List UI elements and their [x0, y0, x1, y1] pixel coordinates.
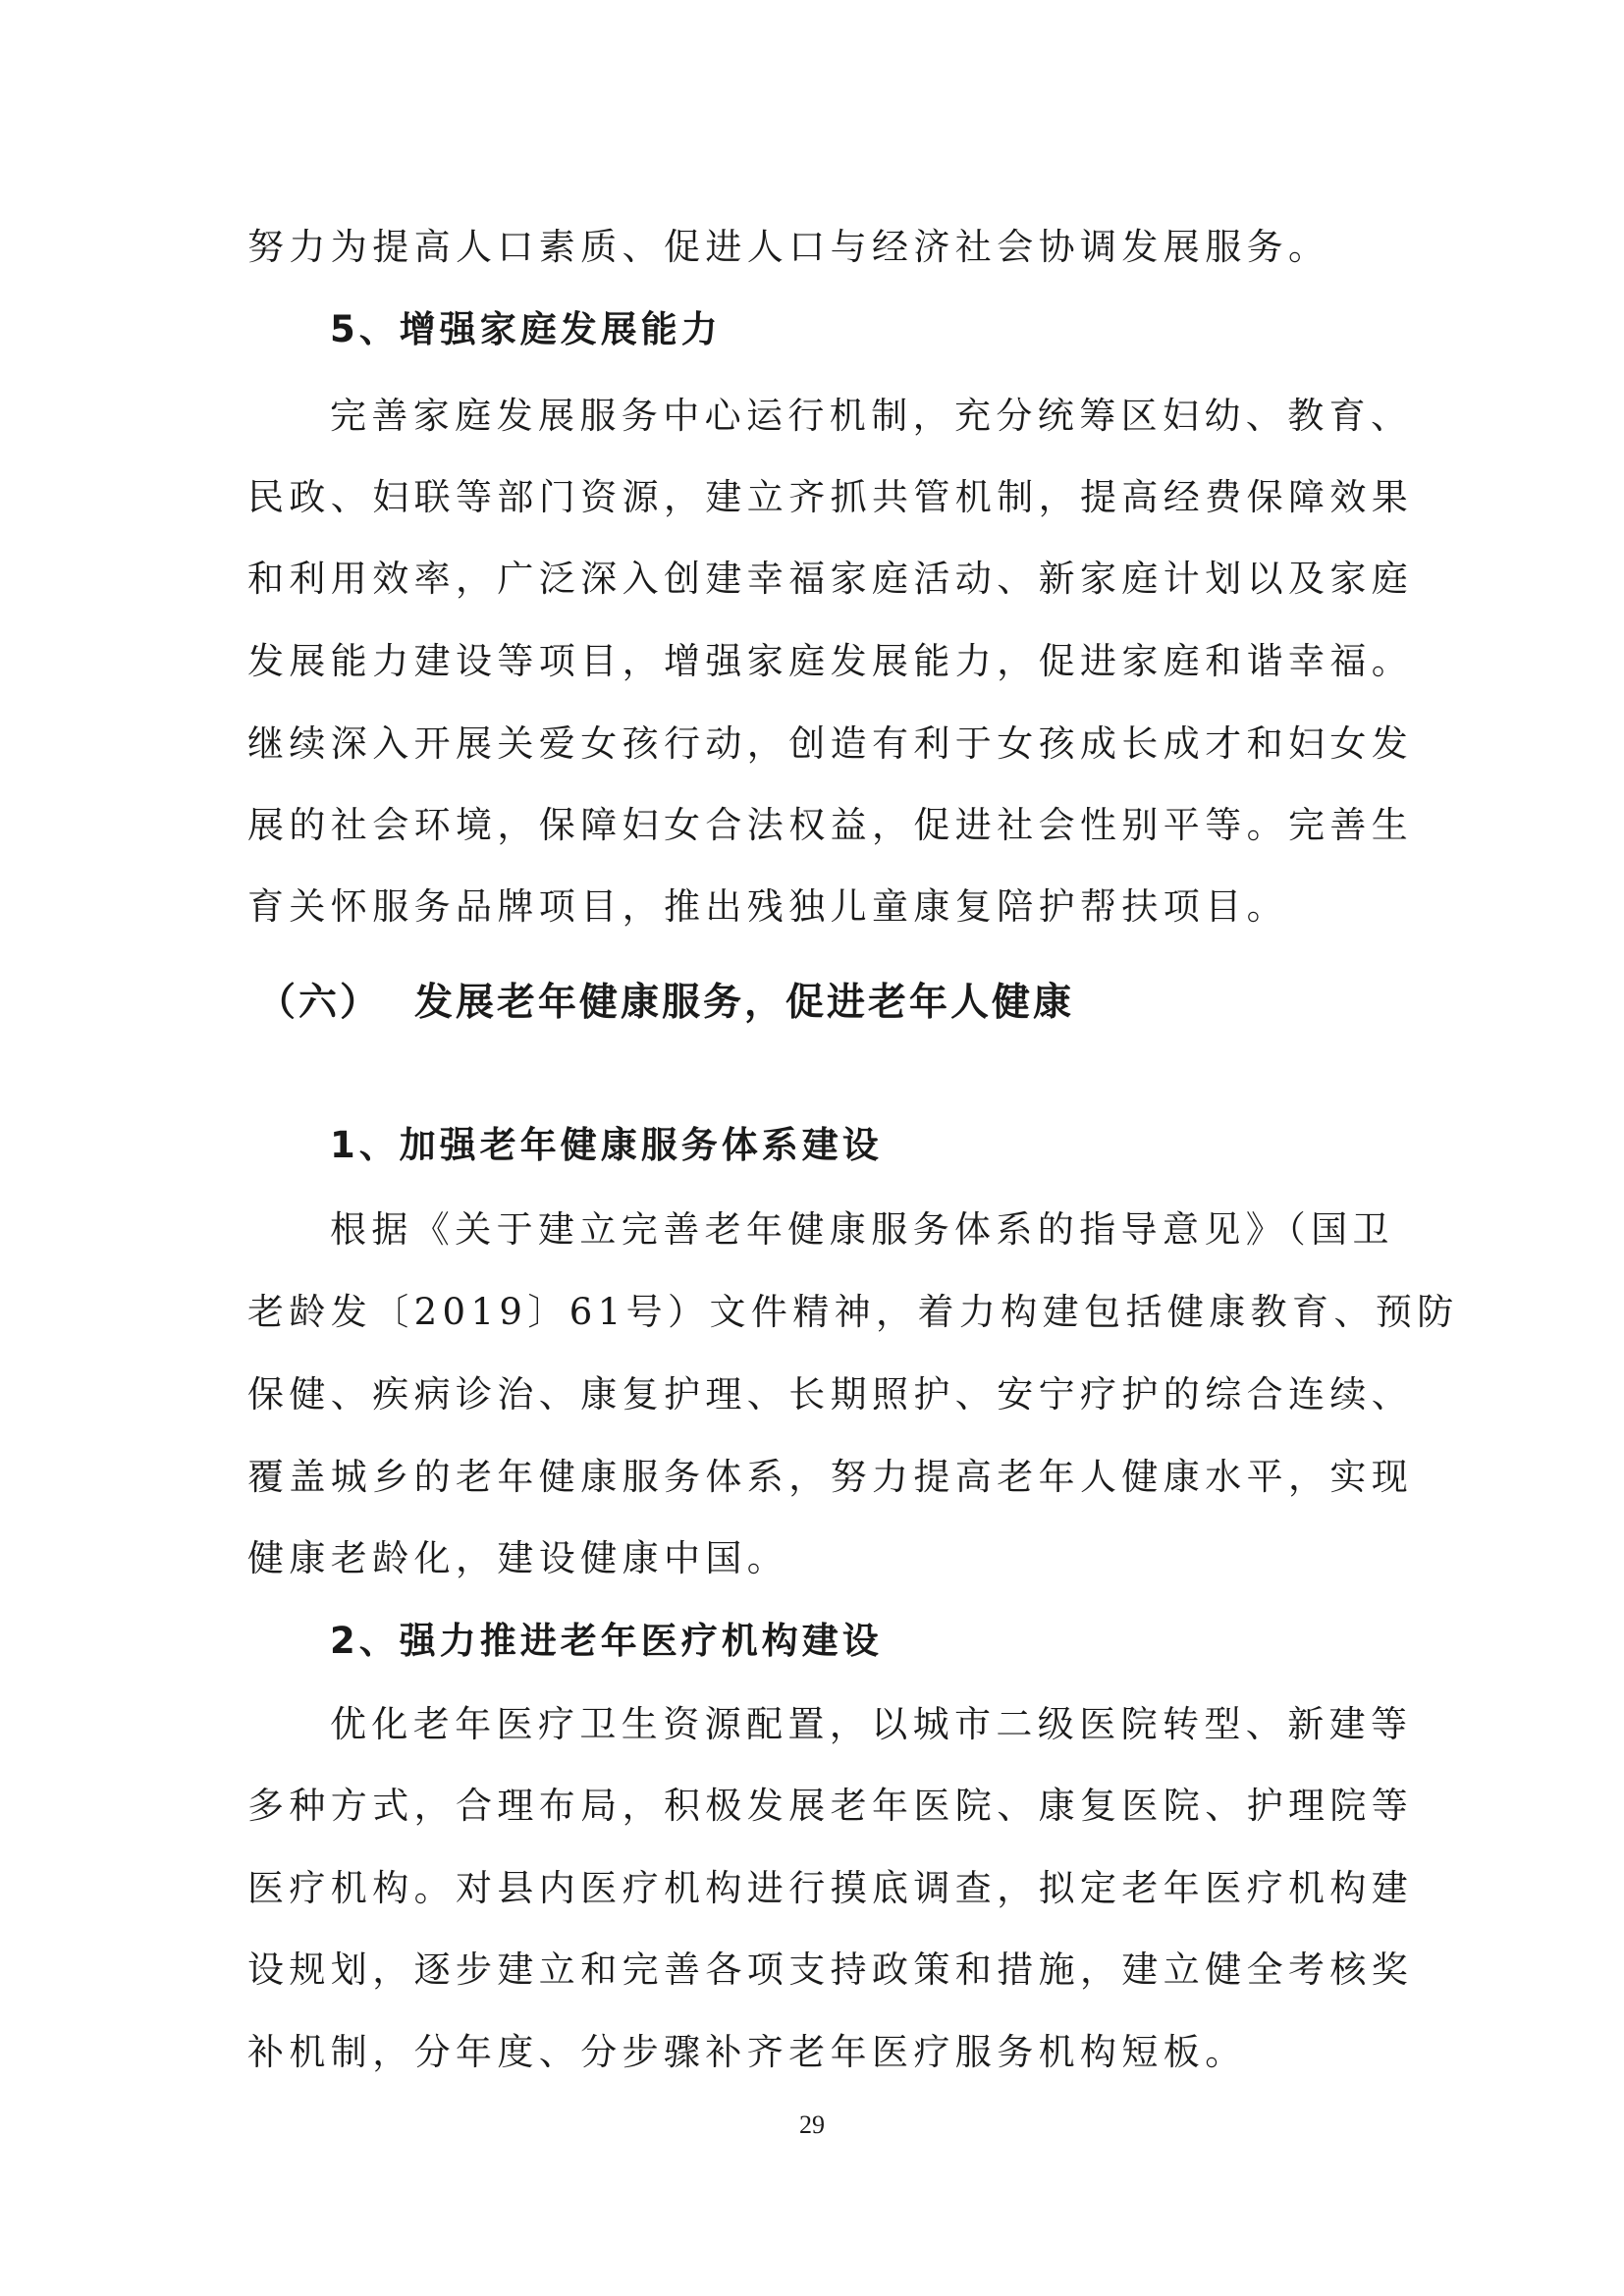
paragraph-line: 多种方式，合理布局，积极发展老年医院、康复医院、护理院等	[247, 1785, 1414, 1827]
paragraph-line: 育关怀服务品牌项目，推出残独儿童康复陪护帮扶项目。	[247, 885, 1288, 928]
paragraph-line: 完善家庭发展服务中心运行机制，充分统筹区妇幼、教育、	[330, 395, 1413, 437]
paragraph-line: 根据《关于建立完善老年健康服务体系的指导意见》（国卫	[330, 1208, 1394, 1251]
paragraph-line: 发展能力建设等项目，增强家庭发展能力，促进家庭和谐幸福。	[247, 640, 1414, 682]
paragraph-line: 继续深入开展关爱女孩行动，创造有利于女孩成长成才和妇女发	[247, 722, 1414, 765]
section-number: （六）	[257, 981, 382, 1025]
section-heading	[257, 982, 1074, 1025]
section-title: 发展老年健康服务，促进老年人健康	[414, 981, 1075, 1025]
subheading-5: 5、增强家庭发展能力	[330, 308, 722, 350]
paragraph-line: 优化老年医疗卫生资源配置，以城市二级医院转型、新建等	[330, 1703, 1413, 1745]
paragraph-line: 覆盖城乡的老年健康服务体系，努力提高老年人健康水平，实现	[247, 1456, 1414, 1498]
subheading-1: 1、加强老年健康服务体系建设	[330, 1124, 883, 1166]
paragraph-line: 保健、疾病诊治、康复护理、长期照护、安宁疗护的综合连续、	[247, 1373, 1414, 1415]
paragraph-line: 健康老龄化，建设健康中国。	[247, 1537, 789, 1579]
paragraph-line: 老龄发〔2019〕61号）文件精神，着力构建包括健康教育、预防	[247, 1291, 1459, 1333]
subheading-2: 2、强力推进老年医疗机构建设	[330, 1620, 883, 1662]
page-number: 29	[799, 2110, 825, 2139]
paragraph-line: 展的社会环境，保障妇女合法权益，促进社会性别平等。完善生	[247, 804, 1414, 846]
paragraph-line: 医疗机构。对县内医疗机构进行摸底调查，拟定老年医疗机构建	[247, 1867, 1414, 1909]
paragraph-line: 设规划，逐步建立和完善各项支持政策和措施，建立健全考核奖	[247, 1949, 1414, 1991]
paragraph-line: 民政、妇联等部门资源，建立齐抓共管机制，提高经费保障效果	[247, 476, 1414, 518]
paragraph-line: 和利用效率，广泛深入创建幸福家庭活动、新家庭计划以及家庭	[247, 558, 1414, 600]
paragraph-line: 努力为提高人口素质、促进人口与经济社会协调发展服务。	[247, 226, 1330, 268]
paragraph-line: 补机制，分年度、分步骤补齐老年医疗服务机构短板。	[247, 2031, 1247, 2073]
